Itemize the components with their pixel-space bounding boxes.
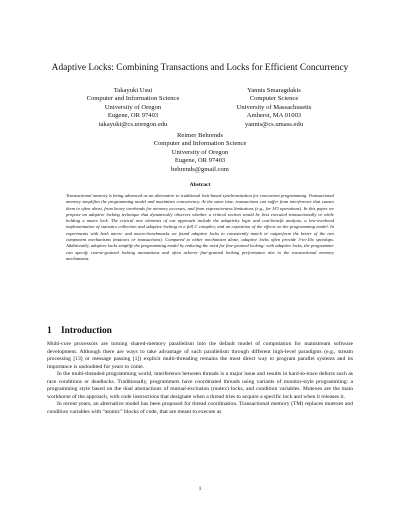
author-name: Reimer Behrends: [177, 132, 223, 139]
author-organization: University of Oregon: [104, 103, 162, 111]
section-heading: [47, 325, 347, 337]
abstract-heading: Abstract: [189, 182, 211, 188]
author-department: Computer and Information Science: [153, 140, 247, 148]
author-name: Takayuki Usui: [113, 87, 153, 94]
section-title: Introduction: [61, 326, 112, 336]
author-address: Eugene, OR 97403: [174, 157, 226, 165]
author-address: Eugene, OR 97403: [107, 112, 159, 120]
author-block-usui: [58, 87, 208, 129]
page-number: 1: [198, 486, 202, 492]
body-text: [47, 341, 353, 416]
author-organization: University of Massachusetts: [236, 103, 312, 111]
author-block-smaragdakis: [199, 87, 349, 129]
author-email: behrends@gmail.com: [171, 165, 229, 173]
author-name: Yannis Smaragdakis: [247, 87, 301, 94]
author-block-behrends: [125, 132, 275, 174]
author-department: Computer Science: [249, 95, 299, 103]
author-organization: University of Oregon: [171, 148, 229, 156]
author-email: yannis@cs.umass.edu: [244, 120, 304, 128]
paper-title: Adaptive Locks: Combining Transactions and Locks for Efficient Concurrency: [51, 63, 349, 73]
abstract-text: Transactional memory is being advanced as an alternative to traditional lock-based synchronization for concurrent programming. Transactional memory simplifies the programming model and maximizes concurrency. At the same time, transactions can suffer from interference that causes them to often abort, from heavy overheads for memory accesses, and from expressiveness limitations (e.g., for I/O operations). In this paper we propose an adaptive locking technique that dynamically observes whether a critical section would be best executed transactionally or while holding a mutex lock. The critical new elements of our approach include the adaptivity logic and cost-benefit analysis, a low-overhead implementation of statistics collection and adaptive locking in a full C compiler, and an exposition of the effects on the programming model. In experiments with both micro- and macro-benchmarks we found adaptive locks to consistently match or outperform the better of the two component mechanisms (mutexes or transactions). Compared to either mechanism alone, adaptive locks often provide 3-to-10x speedups. Additionally, adaptive locks simplify the programming model by reducing the need for fine-grained locking: with adaptive locks, the programmer can specify coarse-grained locking annotations and often achieve fine-grained locking performance due to the transactional memory mechanisms.: [66, 193, 334, 261]
author-address: Amherst, MA 01003: [246, 112, 302, 120]
author-email: takayuki@cs.uoregon.edu: [98, 120, 168, 128]
section-number: 1: [47, 326, 52, 336]
author-department: Computer and Information Science: [86, 95, 180, 103]
paragraph: In the multi-threaded programming world, interference between threads is a major issue and results in hard-to-trace defects such as race conditions or deadlocks. Traditionally, programmers have coordinated threads using variants of monitor-style programming: a programming style based on the dual abstractions of mutual-exclusion (mutex) locks, and condition variables. Mutexes are the main workhorse of the approach, with code instructions that designate when a thread tries to acquire a specific lock and when it releases it.: [47, 371, 353, 400]
paragraph: Multi-core processors are turning shared-memory parallelism into the default model of computation for mainstream software development. Although there are ways to take advantage of such parallelism through different high-level paradigms (e.g., stream processing [13] or message passing [1]) explicit multi-threading remains the most direct way to program parallel systems and its importance is undoubted for years to come.: [47, 341, 353, 370]
paragraph: In recent years, an alternative model has been proposed for thread coordination. Transactional memory (TM) replaces mutexes and condition variables with “atomic” blocks of code, that are meant to execute as: [47, 401, 353, 415]
